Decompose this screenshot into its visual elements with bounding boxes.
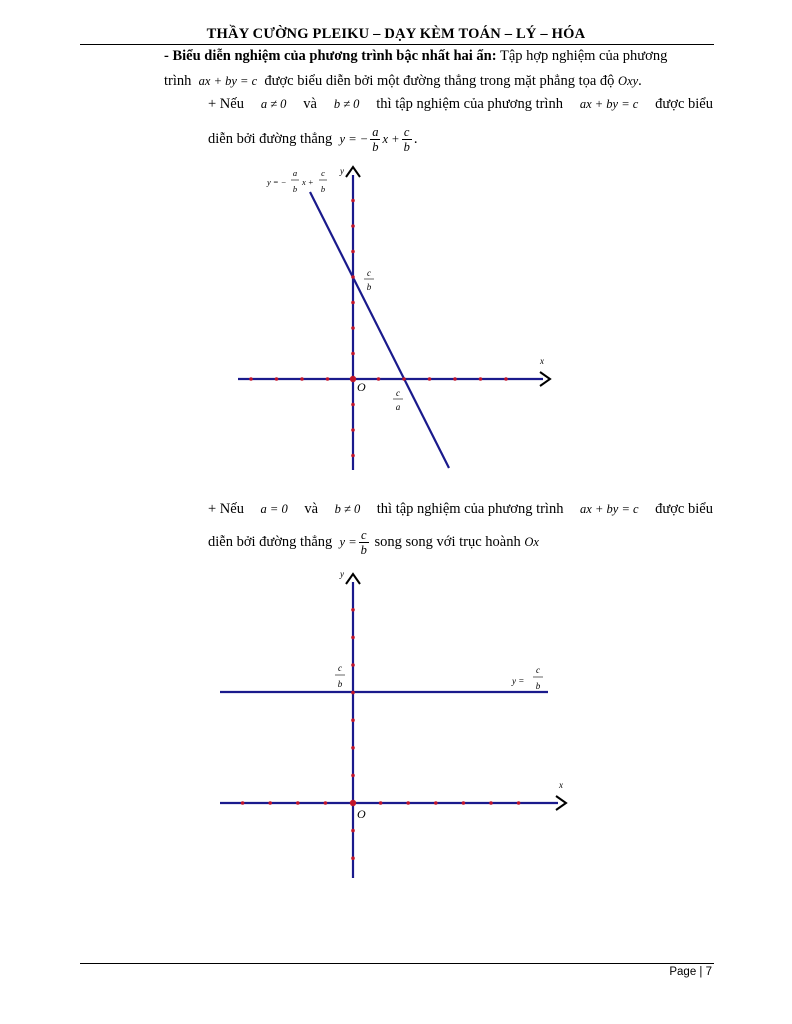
origin-dot — [350, 800, 356, 806]
page-number: Page | 7 — [669, 966, 712, 978]
axis-tick-dot — [351, 746, 355, 750]
svg-text:b: b — [292, 184, 298, 194]
graph-1 — [238, 166, 550, 470]
svg-text:c: c — [536, 665, 540, 675]
y-axis-label: y — [340, 166, 344, 176]
y-intercept-label — [364, 268, 374, 292]
svg-text:y = −: y = − — [267, 177, 287, 187]
axis-tick-dot — [351, 224, 355, 228]
axis-tick-dot — [351, 403, 355, 407]
axis-tick-dot — [462, 801, 466, 805]
page-header: THẦY CƯỜNG PLEIKU – DẠY KÈM TOÁN – LÝ – HÓA — [206, 26, 586, 42]
axis-tick-dot — [434, 801, 438, 805]
label-ox: Ox — [524, 535, 539, 549]
axis-tick-dot — [453, 377, 457, 381]
x-axis-label: x — [540, 356, 544, 366]
svg-text:b: b — [366, 282, 372, 292]
footer-rule — [80, 963, 714, 964]
svg-text:c: c — [321, 168, 325, 178]
axis-tick-dot — [324, 801, 328, 805]
svg-text:b: b — [535, 681, 541, 691]
axis-tick-dot — [351, 608, 355, 612]
text-trinh: trình — [164, 73, 192, 89]
axis-tick-dot — [489, 801, 493, 805]
axis-tick-dot — [351, 829, 355, 833]
axis-tick-dot — [406, 801, 410, 805]
text-va: và — [303, 96, 317, 112]
axis-tick-dot — [428, 377, 432, 381]
axis-tick-dot — [268, 801, 272, 805]
origin-dot — [350, 376, 356, 382]
axis-tick-dot — [241, 801, 245, 805]
svg-text:a: a — [292, 168, 298, 178]
axis-tick-dot — [351, 428, 355, 432]
text-line: diễn bởi đường thẳng — [208, 534, 333, 550]
text-line: diễn bởi đường thẳng — [208, 131, 333, 147]
label-oxy: Oxy — [618, 74, 639, 88]
equation-y: y = — [339, 535, 357, 549]
axis-tick-dot — [351, 691, 355, 695]
axis-tick-dot — [517, 801, 521, 805]
condition-a: a ≠ 0 — [260, 97, 287, 111]
condition-a: a = 0 — [260, 502, 288, 516]
axis-tick-dot — [300, 377, 304, 381]
line-y-ax-plus-c — [310, 192, 449, 468]
axis-tick-dot — [351, 454, 355, 458]
line-equation-label — [511, 665, 543, 691]
axis-tick-dot — [351, 856, 355, 860]
svg-text:c: c — [338, 663, 342, 673]
text-represented: được biểu diễn bởi một đường thẳng trong mặt phẳng tọa độ — [264, 73, 615, 89]
y-intercept-label — [335, 663, 345, 689]
axis-tick-dot — [351, 301, 355, 305]
axis-tick-dot — [249, 377, 253, 381]
axis-tick-dot — [351, 352, 355, 356]
axis-tick-dot — [379, 801, 383, 805]
svg-text:y =: y = — [512, 676, 525, 686]
equation-axbyc: ax + by = c — [579, 97, 639, 111]
text-va: và — [304, 501, 318, 517]
text-then: thì tập nghiệm của phương trình — [376, 501, 564, 517]
axis-tick-dot — [275, 377, 279, 381]
fraction-c-over-b: $\frac{c}{b}$ — [360, 528, 367, 558]
origin-label: O — [357, 380, 366, 394]
axis-tick-dot — [296, 801, 300, 805]
svg-text:b: b — [320, 184, 326, 194]
section-heading: - Biểu diễn nghiệm của phương trình bậc nhất hai ẩn: — [164, 48, 497, 64]
text-represented: được biểu — [655, 96, 713, 112]
equation-y: y = − — [339, 132, 369, 146]
svg-text:c: c — [396, 388, 400, 398]
axis-tick-dot — [351, 774, 355, 778]
condition-b: b ≠ 0 — [333, 97, 360, 111]
axis-tick-dot — [326, 377, 330, 381]
axis-tick-dot — [479, 377, 483, 381]
period: . — [638, 73, 642, 89]
axis-tick-dot — [351, 326, 355, 330]
text-then: thì tập nghiệm của phương trình — [376, 96, 563, 112]
axis-tick-dot — [402, 377, 406, 381]
axis-tick-dot — [351, 718, 355, 722]
axis-tick-dot — [351, 250, 355, 254]
svg-text:c: c — [367, 268, 371, 278]
condition-b: b ≠ 0 — [334, 502, 361, 516]
axis-tick-dot — [351, 636, 355, 640]
section-line1-tail: Tập hợp nghiệm của phương — [499, 48, 668, 64]
period: . — [413, 131, 418, 147]
text-neu: + Nếu — [208, 501, 244, 517]
svg-text:b: b — [337, 679, 343, 689]
fraction-c-over-b: $\frac{c}{b}$ — [403, 125, 410, 155]
origin-label: O — [357, 807, 366, 821]
equation-axbyc: ax + by = c — [580, 502, 639, 516]
axis-tick-dot — [377, 377, 381, 381]
axis-tick-dot — [351, 275, 355, 279]
axis-tick-dot — [351, 199, 355, 203]
y-axis-label: y — [340, 569, 344, 579]
fraction-a-over-b: $\frac{a}{b}$ — [372, 125, 379, 155]
text-represented: được biểu — [655, 501, 713, 517]
axis-tick-dot — [504, 377, 508, 381]
svg-text:a: a — [395, 402, 401, 412]
svg-text:x +: x + — [302, 177, 314, 187]
equation-axbyc: ax + by = c — [198, 74, 258, 88]
text-parallel: song song với trục hoành — [374, 534, 521, 550]
axis-tick-dot — [351, 663, 355, 667]
text-neu: + Nếu — [208, 96, 244, 112]
graph-2 — [220, 569, 566, 878]
x-axis-label: x — [559, 780, 563, 790]
line-equation-label — [266, 168, 327, 194]
equation-x-plus: x + — [382, 132, 400, 146]
x-intercept-label — [393, 388, 403, 412]
